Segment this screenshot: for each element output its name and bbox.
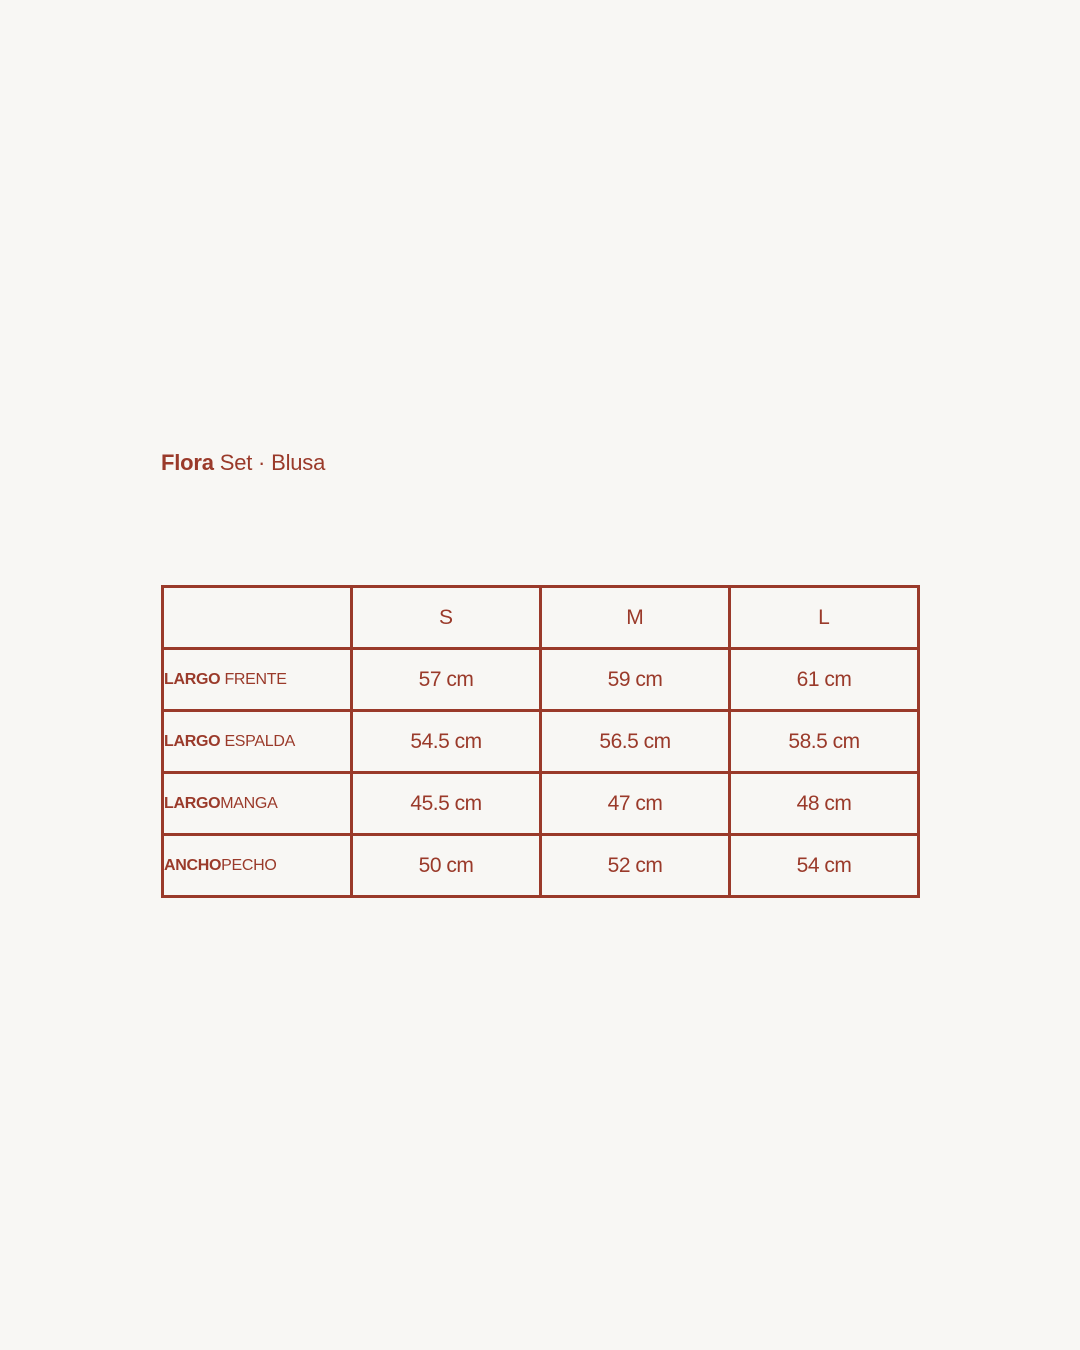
- value-cell: 50 cm: [352, 835, 541, 897]
- size-header-l: L: [730, 587, 919, 649]
- row-label-bold: LARGO: [164, 670, 221, 688]
- row-label-largo-espalda: [163, 711, 352, 773]
- value-cell: 54.5 cm: [352, 711, 541, 773]
- value-cell: 54 cm: [730, 835, 919, 897]
- value-cell: 59 cm: [541, 649, 730, 711]
- row-label-light: FRENTE: [224, 670, 287, 688]
- row-label-light: MANGA: [220, 794, 278, 812]
- table-row: [163, 649, 919, 711]
- row-label-largo-frente: [163, 649, 352, 711]
- page-title: [161, 449, 325, 477]
- size-header-m: M: [541, 587, 730, 649]
- value-cell: 61 cm: [730, 649, 919, 711]
- row-label-light: PECHO: [221, 856, 277, 874]
- value-cell: 47 cm: [541, 773, 730, 835]
- size-chart-table: [161, 585, 920, 898]
- row-label-bold: LARGO: [164, 794, 221, 812]
- row-label-light: ESPALDA: [224, 732, 295, 750]
- row-label-bold: LARGO: [164, 732, 221, 750]
- value-cell: 52 cm: [541, 835, 730, 897]
- table-header-row: [163, 587, 919, 649]
- value-cell: 45.5 cm: [352, 773, 541, 835]
- value-cell: 56.5 cm: [541, 711, 730, 773]
- value-cell: 48 cm: [730, 773, 919, 835]
- row-label-ancho-pecho: [163, 835, 352, 897]
- corner-cell: [163, 587, 352, 649]
- row-label-bold: ANCHO: [164, 856, 222, 874]
- size-header-s: S: [352, 587, 541, 649]
- table-row: [163, 835, 919, 897]
- product-name: Flora: [161, 450, 214, 475]
- product-subtitle: Set · Blusa: [219, 450, 326, 475]
- value-cell: 57 cm: [352, 649, 541, 711]
- table-row: [163, 773, 919, 835]
- row-label-largo-manga: [163, 773, 352, 835]
- table-row: [163, 711, 919, 773]
- value-cell: 58.5 cm: [730, 711, 919, 773]
